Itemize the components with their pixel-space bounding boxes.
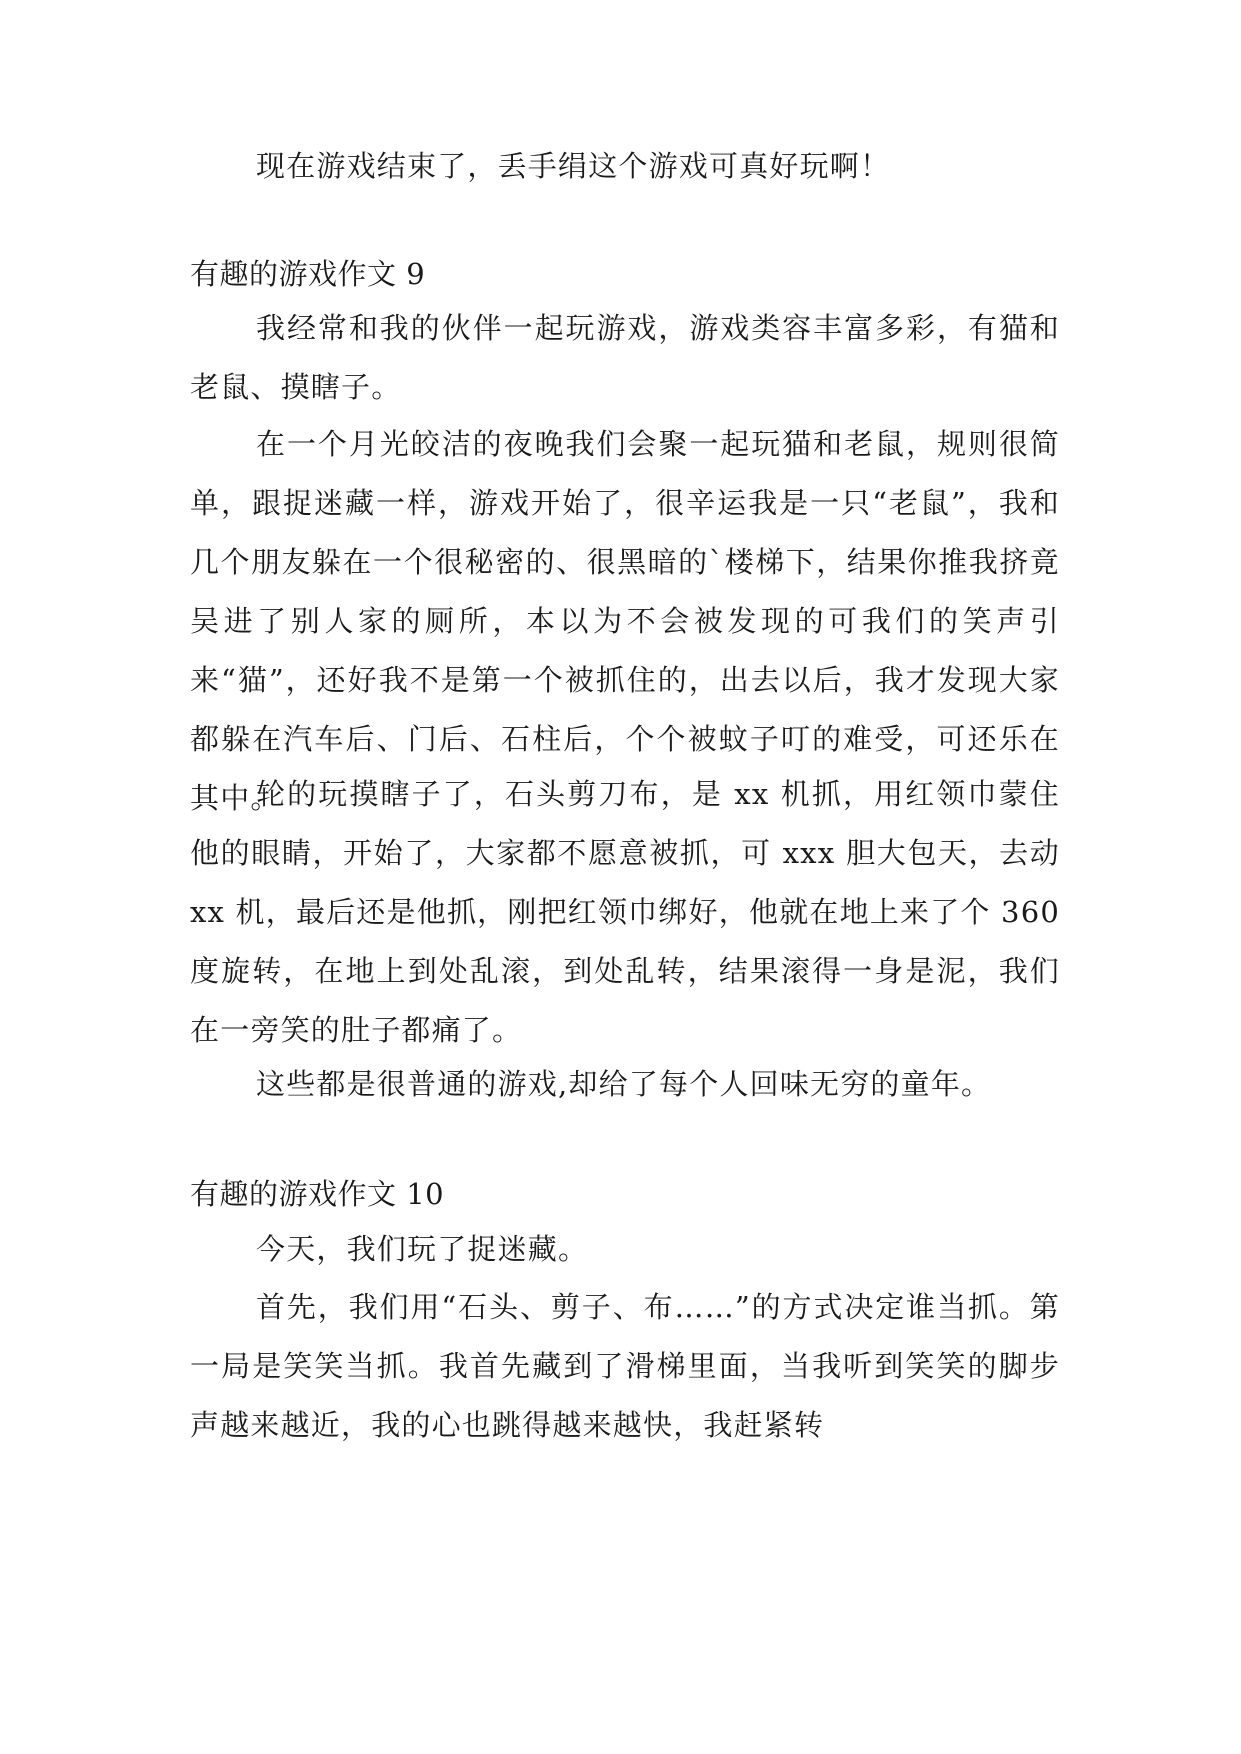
section-9-paragraph-1: 我经常和我的伙伴一起玩游戏，游戏类容丰富多彩，有猫和老鼠、摸瞎子。	[190, 311, 1060, 404]
section-9-paragraph-4: 这些都是很普通的游戏,却给了每个人回味无穷的童年。	[256, 1067, 992, 1101]
section-9-paragraph-3: 轮的玩摸瞎子了，石头剪刀布，是 xx 机抓，用红领巾蒙住他的眼睛，开始了，大家都不愿意被抓，可 xxx 胆大包天，去动 xx 机，最后还是他抓，刚把红领巾绑好，他就在地上来了个 360 度旋转，在地上到处乱滚，到处乱转，结果滚得一身是泥，我们在一旁笑的肚子都痛了。	[190, 777, 1060, 1047]
section-9-paragraph-2: 在一个月光皎洁的夜晚我们会聚一起玩猫和老鼠，规则很简单，跟捉迷藏一样，游戏开始了，很辛运我是一只“老鼠”，我和几个朋友躲在一个很秘密的、很黑暗的`楼梯下，结果你推我挤竟吴进了别人家的厕所，本以为不会被发现的可我们的笑声引来“猫”，还好我不是第一个被抓住的，出去以后，我才发现大家都躲在汽车后、门后、石柱后，个个被蚊子叮的难受，可还乐在其中。	[190, 427, 1060, 815]
section-9-heading: 有趣的游戏作文 9	[190, 257, 426, 291]
section-10-paragraph-2: 首先，我们用“石头、剪子、布……”的方式决定谁当抓。第一局是笑笑当抓。我首先藏到了滑梯里面，当我听到笑笑的脚步声越来越近，我的心也跳得越来越快，我赶紧转	[190, 1290, 1060, 1442]
section-10-paragraph-1: 今天，我们玩了捉迷藏。	[256, 1232, 589, 1266]
section-10-heading: 有趣的游戏作文 10	[190, 1177, 445, 1211]
intro-paragraph: 现在游戏结束了，丢手绢这个游戏可真好玩啊！	[256, 149, 891, 183]
